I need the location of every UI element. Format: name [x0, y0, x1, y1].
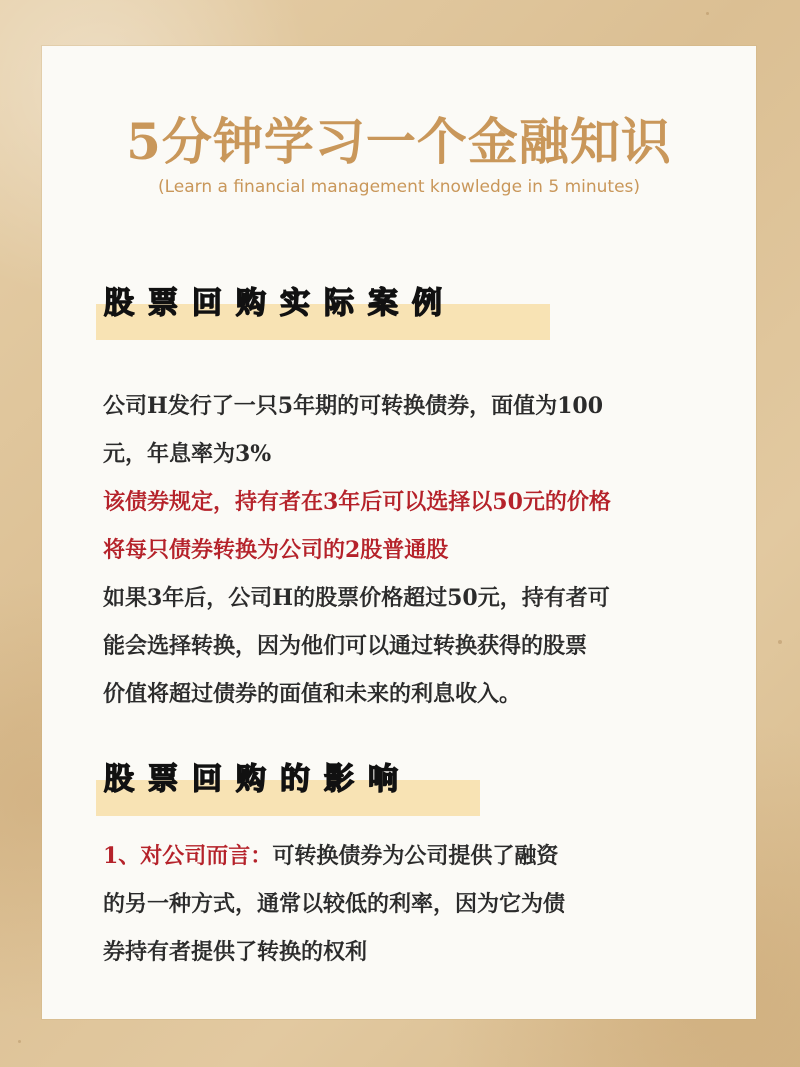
- section-heading-impact: [96, 756, 480, 816]
- section-heading-text: 股票回购的影响: [104, 762, 412, 797]
- page-subtitle: (Learn a financial management knowledge in 5 minutes): [157, 177, 641, 197]
- paragraph-conversion-choice: [103, 574, 743, 718]
- paragraph-conversion-terms: [103, 478, 743, 574]
- paragraph-line: 能会选择转换，因为他们可以通过转换获得的股票: [103, 633, 588, 659]
- paragraph-line: 价值将超过债券的面值和未来的利息收入。: [103, 681, 522, 707]
- point-label: 1、对公司而言：: [103, 843, 273, 869]
- paragraph-line: 将每只债券转换为公司的2股普通股: [103, 537, 449, 563]
- paragraph-bond-intro: [103, 382, 743, 478]
- point-text: 可转换债券为公司提供了融资: [272, 843, 559, 869]
- paragraph-line: 元，年息率为3%: [103, 441, 272, 467]
- paragraph-line: 公司H发行了一只5年期的可转换债券，面值为100: [103, 393, 604, 419]
- paragraph-line: 如果3年后，公司H的股票价格超过50元，持有者可: [103, 585, 610, 611]
- paper-speck: [18, 1040, 21, 1043]
- section-heading-case: [96, 280, 550, 340]
- paragraph-line: [103, 832, 743, 880]
- paragraph-line: 的另一种方式，通常以较低的利率，因为它为债: [103, 891, 566, 917]
- section-heading-text: 股票回购实际案例: [104, 286, 456, 321]
- paper-speck: [706, 12, 709, 15]
- paragraph-line: 券持有者提供了转换的权利: [103, 939, 368, 965]
- paragraph-line: 该债券规定，持有者在3年后可以选择以50元的价格: [103, 489, 611, 515]
- paper-speck: [778, 640, 782, 644]
- page-title: 5分钟学习一个金融知识: [126, 112, 672, 171]
- content-card: [42, 46, 756, 1019]
- point-company-impact: [103, 832, 743, 976]
